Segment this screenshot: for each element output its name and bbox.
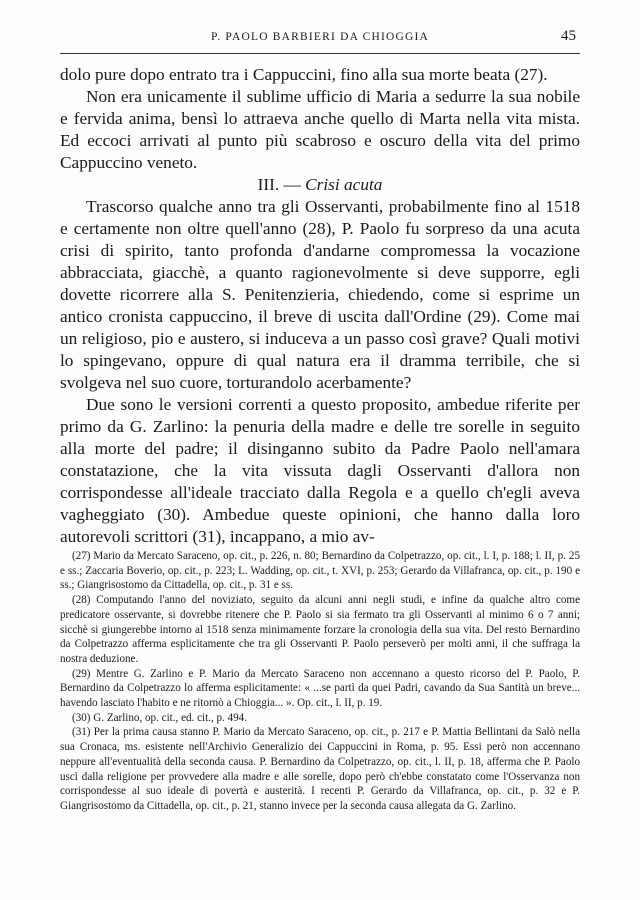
paragraph: Due sono le versioni correnti a questo proposito, ambedue riferite per primo da G. Zarlino: la penuria della madre e delle tre sorelle in seguito alla morte del padre; il disinganno subito da Padre Paolo nell'amara constatazione, che la vita vissuta dagli Osservanti d'allora non corrispondesse all'ideale tracciato dalla Regola e a quello ch'egli aveva vagheggiato (30). Ambedue queste opinioni, che hanno dalla loro autorevoli scrittori (31), incappano, a mio av- xyxy=(60,395,580,546)
section-title: Crisi acuta xyxy=(305,175,383,194)
page-number: 45 xyxy=(561,28,576,44)
footnote-30: (30) G. Zarlino, op. cit., ed. cit., p. 494. xyxy=(72,711,247,724)
section-heading xyxy=(60,174,580,196)
header-rule xyxy=(60,53,580,54)
footnote-27: (27) Mario da Mercato Saraceno, op. cit., p. 226, n. 80; Bernardino da Colpetrazzo, op. cit., l. I, p. 188; l. II, p. 25 e ss.; Zaccaria Boverio, op. cit., p. 223; L. Wadding, op. cit., t. XVI, p. 253; Gerardo da Villafranca, op. cit., p. 190 e ss.; Giangrisostomo da Cittadella, op. cit., p. 31 e ss. xyxy=(60,550,580,592)
section-number: III. — xyxy=(257,175,301,194)
page-header xyxy=(60,28,580,50)
footnotes xyxy=(60,549,580,814)
paragraph: Non era unicamente il sublime ufficio di Maria a sedurre la sua nobile e fervida anima, bensì lo attraeva anche quello di Marta nella vita mista. Ed eccoci arrivati al punto più scabroso e oscuro della vita del primo Cappuccino veneto. xyxy=(60,87,580,172)
main-text xyxy=(60,64,580,548)
paragraph-continued: dolo pure dopo entrato tra i Cappuccini, fino alla sua morte beata (27). xyxy=(60,65,548,84)
footnote-28: (28) Computando l'anno del noviziato, seguito da alcuni anni negli studi, e infine da qualche altro come predicatore osservante, si dovrebbe ritenere che P. Paolo si sia fermato tra gli Osservanti al minimo 6 o 7 anni; sicchè si giungerebbe intorno al 1518 senza minimamente forzare la cronologia della sua vita. Del resto Bernardino da Colpetrazzo afferma esplicitamente che tra gli Osservanti P. Paolo perseverò per molti anni, il che suffraga la nostra deduzione. xyxy=(60,594,580,665)
paragraph: Trascorso qualche anno tra gli Osservanti, probabilmente fino al 1518 e certamente non oltre quell'anno (28), P. Paolo fu sorpreso da una acuta crisi di spirito, tanto profonda d'andarne compromessa la vocazione abbracciata, giacchè, a quanto ragionevolmente si deve supporre, egli dovette ricorrere alla S. Penitenzieria, chiedendo, come si esprime un antico cronista cappuccino, il breve di uscita dall'Ordine (29). Come mai un religioso, pio e austero, si induceva a un passo così grave? Quali motivi lo spingevano, oppure di qual natura era il dramma terribile, che si svolgeva nel suo cuore, torturandolo acerbamente? xyxy=(60,197,580,392)
footnote-29: (29) Mentre G. Zarlino e P. Mario da Mercato Saraceno non accennano a questo ricorso del P. Paolo, P. Bernardino da Colpetrazzo lo afferma esplicitamente: « ...se partì da quei Padri, cavando da Sua Santità un breve... havendo lasciato l'habito e ne ritornò a Chioggia... ». Op. cit., l. II, p. 19. xyxy=(60,667,580,710)
footnote-31: (31) Per la prima causa stanno P. Mario da Mercato Saraceno, op. cit., p. 217 e P. Mattia Bellintani da Salò nella sua Cronaca, ms. esistente nell'Archivio Generalizio dei Cappuccini in Roma, p. 95. Essi però non accennano neppure all'eventualità della seconda causa. P. Bernardino da Colpetrazzo, op. cit., l. II, p. 18, afferma che P. Paolo uscì dalla religione per provvedere alla madre e alle sorelle, dopo però ch'ebbe constatato come l'Osservanza non corrispondesse al suo ideale di povertà e austerità. I recenti P. Gerardo da Villafranca, op. cit., p. 32 e P. Giangrisostomo da Cittadella, op. cit., p. 21, stanno invece per la seconda causa allegata da G. Zarlino. xyxy=(60,726,580,812)
running-head: P. PAOLO BARBIERI DA CHIOGGIA xyxy=(210,31,430,43)
